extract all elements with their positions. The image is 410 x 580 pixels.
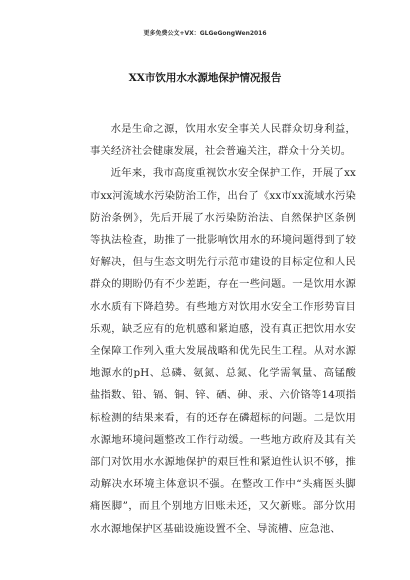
header-note: 更多免费公文+VX：GLGeGongWen2016: [143, 30, 267, 37]
paragraph-1: 水是生命之源，饮用水安全事关人民群众切身利益，事关经济社会健康发展，社会普遍关注，群众十分关切。: [90, 123, 356, 158]
document-body: [90, 118, 356, 540]
paragraph-2: 近年来，我市高度重视饮水安全保护工作，开展了xx市xx河流域水污染防治工作，出台了《xx市xx流域水污染防治条例》，先后开展了水污染防治法、自然保护区条例等执法检查，助推了一批影响饮用水的环境问题得到了较好解决，但与生态文明先行示范市建设的目标定位和人民群众的期盼仍有不少差距，存在一些问题。一是饮用水源水水质有下降趋势。有些地方对饮用水安全工作形势盲目乐观，缺乏应有的危机感和紧迫感，没有真正把饮用水安全保障工作列入重大发展战略和优先民生工程。从对水源地源水的pH、总磷、氨氮、总氮、化学需氧量、高锰酸盐指数、铅、镉、铜、锌、硒、砷、汞、六价铬等14项指标检测的结果来看，有的还存在磷超标的问题。二是饮用水源地环境问题整改工作行动缓。一些地方政府及其有关部门对饮用水水源地保护的艰巨性和紧迫性认识不够，推动解决水环境主体意识不强。在整改工作中“头痛医头脚痛医脚”，而且个别地方旧账未还，又欠新账。部分饮用水水源地保护区基础设施设置不全、导流槽、应急池、: [90, 167, 356, 535]
document-title: XX市饮用水水源地保护情况报告: [128, 72, 282, 84]
